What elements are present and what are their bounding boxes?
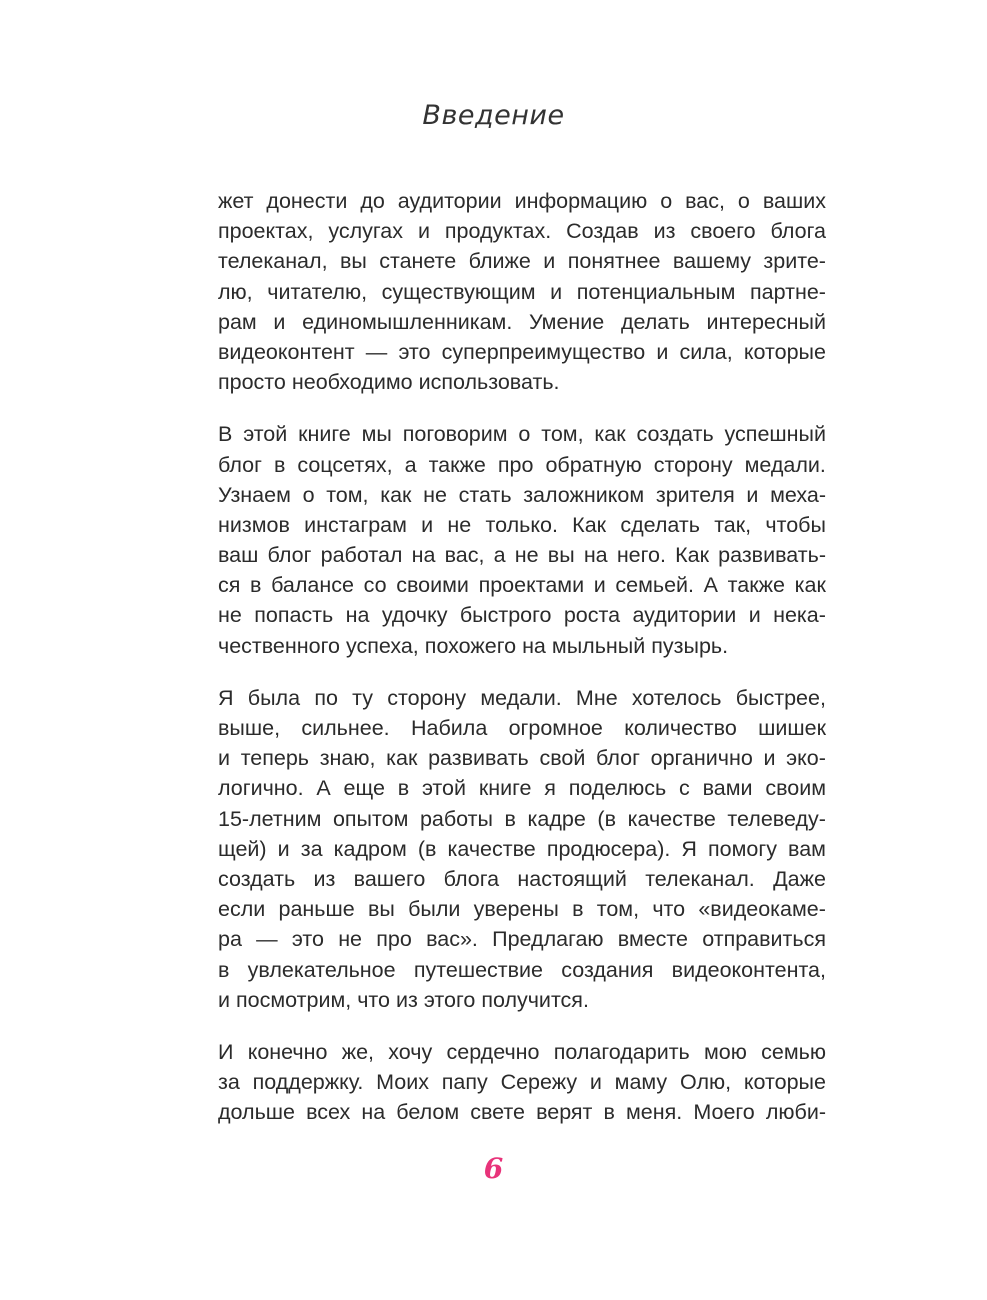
text-line: Узнаем о том, как не стать заложником зрителя и меха- [218, 482, 826, 507]
text-line: телеканал, вы станете ближе и понятнее вашему зрите- [218, 249, 826, 274]
text-line: В этой книге мы поговорим о том, как создать успешный [218, 422, 826, 447]
paragraph [218, 683, 826, 1015]
text-line: ся в балансе со своими проектами и семьей. А также как [218, 573, 826, 598]
text-line: в увлекательное путешествие создания видеоконтента, [218, 957, 826, 982]
text-line: щей) и за кадром (в качестве продюсера). Я помогу вам [218, 836, 826, 861]
text-line: чественного успеха, похожего на мыльный пузырь. [218, 633, 729, 658]
text-line: низмов инстаграм и не только. Как сделать так, чтобы [218, 512, 826, 537]
text-line: и посмотрим, что из этого получится. [218, 987, 589, 1012]
paragraph [218, 419, 826, 661]
text-line: Я была по ту сторону медали. Мне хотелось быстрее, [218, 685, 826, 710]
paragraph [218, 186, 826, 397]
text-line: и теперь знаю, как развивать свой блог органично и эко- [218, 746, 826, 771]
text-line: ра — это не про вас». Предлагаю вместе отправиться [218, 927, 826, 952]
text-line: проектах, услугах и продуктах. Создав из своего блога [218, 219, 826, 244]
text-line: дольше всех на белом свете верят в меня. Моего люби- [218, 1100, 826, 1125]
text-line: создать из вашего блога настоящий телеканал. Даже [218, 866, 826, 891]
paragraph [218, 1037, 826, 1128]
text-line: рам и единомышленникам. Умение делать интересный [218, 309, 826, 334]
text-line: за поддержку. Моих папу Сережу и маму Олю, которые [218, 1070, 826, 1095]
text-line: блог в соцсетях, а также про обратную сторону медали. [218, 452, 826, 477]
text-line: не попасть на удочку быстрого роста аудитории и нека- [218, 603, 826, 628]
text-line: логично. А еще в этой книге я поделюсь с вами своим [218, 776, 826, 801]
text-line: жет донести до аудитории информацию о вас, о ваших [218, 189, 826, 213]
text-line: лю, читателю, существующим и потенциальным партне- [218, 279, 826, 304]
text-line: 15-летним опытом работы в кадре (в качестве телеведу- [218, 806, 826, 831]
text-line: ваш блог работал на вас, а не вы на него. Как развивать- [218, 543, 826, 568]
text-line: если раньше вы были уверены в том, что «видеокаме- [218, 897, 826, 922]
running-head-title: Введение [422, 100, 565, 131]
text-line: просто необходимо использовать. [218, 370, 560, 395]
page-number: 6 [483, 1152, 504, 1185]
text-line: видеоконтент — это суперпреимущество и сила, которые [218, 339, 826, 364]
text-line: выше, сильнее. Набила огромное количество шишек [218, 716, 826, 740]
text-line: И конечно же, хочу сердечно полагодарить мою семью [218, 1039, 826, 1064]
body-text [218, 186, 826, 1149]
